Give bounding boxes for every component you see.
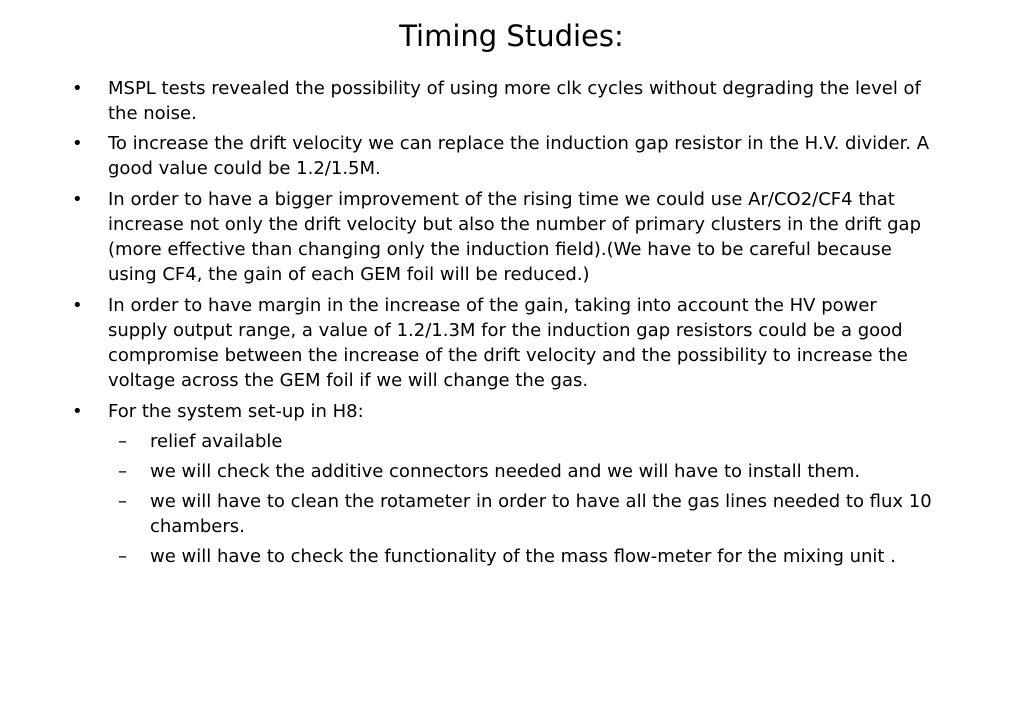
- bullet-marker: •: [72, 133, 83, 154]
- bullet-marker: •: [72, 295, 83, 316]
- bullet-item: [72, 76, 938, 126]
- bullet-item: [72, 399, 938, 424]
- sub-bullet-text: we will have to clean the rotameter in order to have all the gas lines needed to flux 10 chambers.: [150, 491, 932, 537]
- bullet-text: For the system set-up in H8:: [108, 401, 364, 422]
- sub-bullet-item: [118, 459, 940, 484]
- slide-title: Timing Studies:: [399, 19, 624, 53]
- sub-bullet-item: [118, 544, 940, 569]
- dash-marker: –: [118, 461, 127, 482]
- sub-bullet-item: [118, 489, 940, 539]
- sub-bullet-text: relief available: [150, 431, 283, 452]
- sub-bullet-item: [118, 429, 940, 454]
- bullet-marker: •: [72, 189, 83, 210]
- bullet-marker: •: [72, 78, 83, 99]
- bullet-item: [72, 187, 938, 287]
- bullet-text: In order to have a bigger improvement of the rising time we could use Ar/CO2/CF4 that increase not only the drift velocity but also the number of primary clusters in the drift gap (more effective than changing only the induction field).(We have to be careful because using CF4, the gain of each GEM foil will be reduced.): [108, 189, 921, 285]
- dash-marker: –: [118, 546, 127, 567]
- bullet-text: To increase the drift velocity we can replace the induction gap resistor in the H.V. divider. A good value could be 1.2/1.5M.: [108, 133, 930, 179]
- dash-marker: –: [118, 431, 127, 452]
- bullet-item: [72, 293, 938, 393]
- dash-marker: –: [118, 491, 127, 512]
- sub-bullet-text: we will have to check the functionality of the mass flow-meter for the mixing unit .: [150, 546, 896, 567]
- bullet-marker: •: [72, 401, 83, 422]
- bullet-text: In order to have margin in the increase of the gain, taking into account the HV power supply output range, a value of 1.2/1.3M for the induction gap resistors could be a good compromise between the increase of the drift velocity and the possibility to increase the voltage across the GEM foil if we will change the gas.: [108, 295, 908, 391]
- bullet-item: [72, 131, 938, 181]
- sub-bullet-text: we will check the additive connectors needed and we will have to install them.: [150, 461, 861, 482]
- bullet-text: MSPL tests revealed the possibility of using more clk cycles without degrading the level of the noise.: [108, 78, 921, 124]
